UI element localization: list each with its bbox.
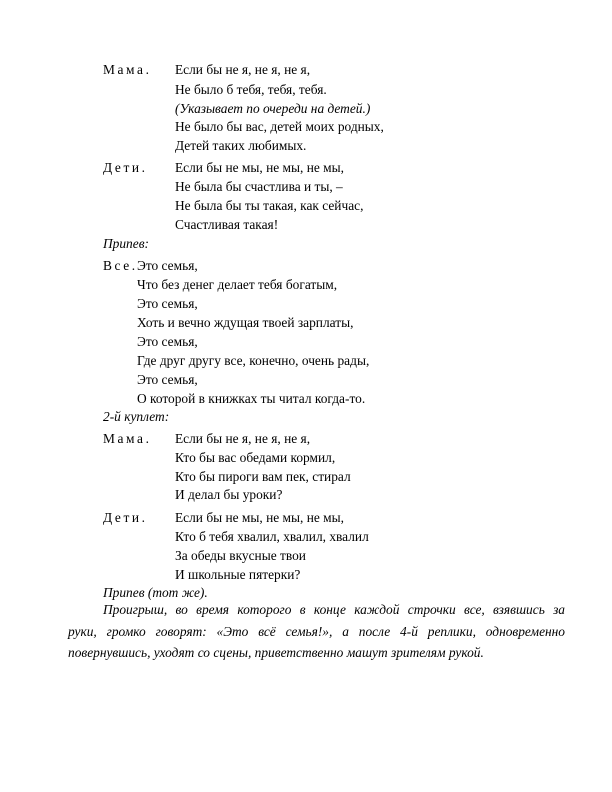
chorus-line-6: Где друг другу все, конечно, очень рады,	[137, 353, 370, 368]
deti-verse1-line-3: Не была бы ты такая, как сейчас,	[175, 198, 364, 213]
mama-verse2-line-3: Кто бы пироги вам пек, стирал	[175, 469, 351, 484]
chorus-line-3: Это семья,	[137, 296, 198, 311]
speaker-mama-verse1: Мама.	[103, 62, 152, 77]
mama-verse1-line-2: Не было б тебя, тебя, тебя.	[175, 82, 327, 97]
chorus-line-4: Хоть и вечно ждущая твоей зарплаты,	[137, 315, 354, 330]
mama-verse1-line-5: Детей таких любимых.	[175, 138, 307, 153]
mama-verse1-line-4: Не было бы вас, детей моих родных,	[175, 119, 384, 134]
mama-verse2-line-1: Если бы не я, не я, не я,	[175, 431, 311, 446]
chorus-line-7: Это семья,	[137, 372, 198, 387]
chorus-repeat-note: Припев (тот же).	[103, 585, 208, 600]
mama-verse1-line-1: Если бы не я, не я, не я,	[175, 62, 311, 77]
stage-direction-points-children: (Указывает по очереди на детей.)	[175, 101, 371, 116]
mama-verse2-line-4: И делал бы уроки?	[175, 487, 283, 502]
deti-verse2-line-3: За обеды вкусные твои	[175, 548, 306, 563]
final-direction-line-1: Проигрыш, во время которого в конце каждой строчки все, взявшись за	[103, 602, 565, 617]
final-direction-line-3: повернувшись, уходят со сцены, приветственно машут зрителям рукой.	[68, 645, 484, 660]
speaker-deti-verse1: Дети.	[103, 160, 148, 175]
speaker-mama-verse2: Мама.	[103, 431, 152, 446]
deti-verse1-line-2: Не была бы счастлива и ты, –	[175, 179, 343, 194]
mama-verse2-line-2: Кто бы вас обедами кормил,	[175, 450, 336, 465]
chorus-line-5: Это семья,	[137, 334, 198, 349]
chorus-heading: Припев:	[103, 236, 149, 251]
deti-verse2-line-4: И школьные пятерки?	[175, 567, 301, 582]
deti-verse1-line-1: Если бы не мы, не мы, не мы,	[175, 160, 344, 175]
final-direction-line-2: руки, громко говорят: «Это всё семья!», а после 4-й реплики, одновременно	[68, 623, 565, 639]
speaker-deti-verse2: Дети.	[103, 510, 148, 525]
speaker-vse: Все.	[103, 258, 138, 273]
chorus-line-2: Что без денег делает тебя богатым,	[137, 277, 338, 292]
verse2-heading: 2-й куплет:	[103, 409, 170, 424]
deti-verse2-line-2: Кто б тебя хвалил, хвалил, хвалил	[175, 529, 369, 544]
chorus-line-1: Это семья,	[137, 258, 198, 273]
deti-verse2-line-1: Если бы не мы, не мы, не мы,	[175, 510, 344, 525]
deti-verse1-line-4: Счастливая такая!	[175, 217, 279, 232]
chorus-line-8: О которой в книжках ты читал когда-то.	[137, 391, 366, 406]
final-stage-direction	[68, 599, 565, 664]
